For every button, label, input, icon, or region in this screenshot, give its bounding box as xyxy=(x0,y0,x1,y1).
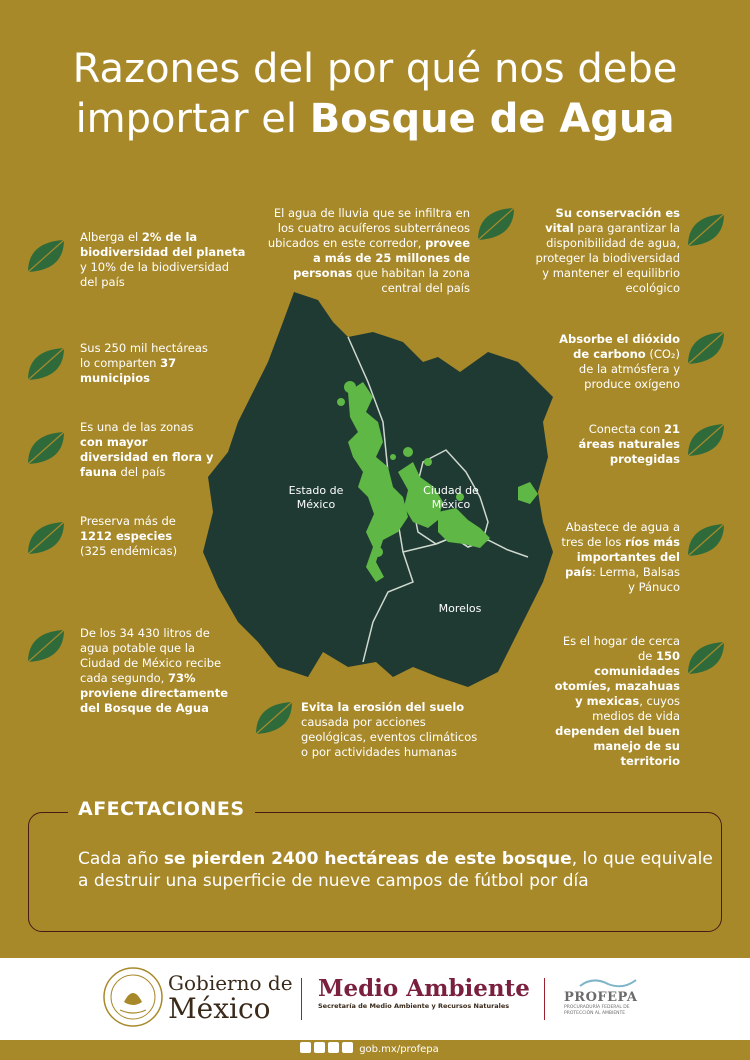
fact-text: para garantizar la disponibilidad de agua, proteger la biodiversidad y mantener el equilibrio ecológico xyxy=(535,221,680,295)
fact-highlight: Su conservación es vital xyxy=(545,206,680,235)
fact-text: El agua de lluvia que se infiltra en los cuatro acuíferos subterráneos ubicados en este corredor, xyxy=(267,206,470,250)
leaf-icon xyxy=(24,344,68,384)
leaf-icon xyxy=(684,420,728,460)
afectaciones-text-part: , lo que equivale a destruir una superficie de nueve campos de fútbol por día xyxy=(78,849,713,891)
fact-text: Alberga el xyxy=(80,230,142,244)
profepa-logo[interactable] xyxy=(564,990,644,1017)
title-line-1: Razones del por qué nos debe xyxy=(72,46,678,92)
fact-highlight: ríos más importantes del país xyxy=(565,535,680,579)
leaf-icon xyxy=(24,428,68,468)
leaf-icon xyxy=(24,236,68,276)
fact-text: , cuyos medios de vida xyxy=(592,694,680,723)
fact-biodiversidad xyxy=(80,230,250,290)
fact-highlight: Absorbe el dióxido de carbono xyxy=(559,332,680,361)
fact-text: Es el hogar de cerca de xyxy=(562,634,680,663)
leaf-icon xyxy=(24,626,68,666)
fact-highlight: 37 municipios xyxy=(80,356,177,385)
website-link[interactable]: gob.mx/profepa xyxy=(359,1044,439,1055)
leaf-icon xyxy=(684,328,728,368)
leaf-icon xyxy=(474,204,518,244)
profepa-line-2: PROCURADURÍA FEDERAL DE PROTECCIÓN AL AMBIENTE xyxy=(564,1005,630,1016)
fact-text: que habitan la zona central del país xyxy=(352,266,470,295)
map-label-cdmx: Ciudad de México xyxy=(423,484,479,511)
ma-line-1: Medio Ambiente xyxy=(318,975,530,1002)
fact-highlight: 150 comunidades otomíes, mazahuas y mexicas xyxy=(554,649,680,708)
youtube-icon[interactable] xyxy=(342,1042,353,1053)
title-line-2 xyxy=(0,94,750,144)
twitter-icon[interactable] xyxy=(314,1042,325,1053)
afectaciones-highlight: se pierden 2400 hectáreas de este bosque xyxy=(163,849,572,869)
fact-highlight: con mayor diversidad en flora y fauna xyxy=(80,435,214,479)
fact-especies xyxy=(80,514,190,559)
afectaciones-text xyxy=(78,848,718,892)
fact-highlight: Evita la erosión del suelo xyxy=(301,700,465,714)
gob-line-1: Gobierno de xyxy=(168,971,293,995)
fact-highlight: 73% proviene directamente del Bosque de Agua xyxy=(80,671,229,715)
fact-agua-potable xyxy=(80,626,230,716)
fact-highlight: 1212 especies xyxy=(80,529,173,543)
fact-text: De los 34 430 litros de agua potable que la Ciudad de México recibe cada segundo, xyxy=(80,626,222,685)
fact-highlight: 2% de la biodiversidad del planeta xyxy=(80,230,246,259)
social-links xyxy=(300,1041,439,1059)
profepa-wave-icon xyxy=(578,976,638,990)
title-plain: importar el xyxy=(75,96,310,142)
fact-conservacion xyxy=(534,206,680,296)
page-title xyxy=(0,44,750,144)
gob-line-2: México xyxy=(168,992,271,1025)
fact-text: Conecta con xyxy=(588,422,664,436)
afectaciones-text-part: Cada año xyxy=(78,849,164,869)
title-bold: Bosque de Agua xyxy=(309,96,675,142)
fact-erosion xyxy=(301,700,481,760)
facebook-icon[interactable] xyxy=(300,1042,311,1053)
fact-municipios xyxy=(80,341,210,386)
footer-divider xyxy=(301,978,302,1020)
map-label-edomex: Estado de México xyxy=(288,484,344,511)
mexico-seal-icon xyxy=(102,966,164,1028)
afectaciones-title: AFECTACIONES xyxy=(68,798,255,820)
footer-divider xyxy=(544,978,545,1020)
fact-acuiferos xyxy=(266,206,470,296)
fact-text: : Lerma, Balsas y Pánuco xyxy=(591,565,680,594)
fact-rios xyxy=(556,520,680,595)
fact-text: (CO₂) de la atmósfera y produce oxígeno xyxy=(578,347,680,391)
fact-text: (325 endémicas) xyxy=(80,544,178,558)
fact-text: Sus 250 mil hectáreas lo comparten xyxy=(80,341,208,370)
leaf-icon xyxy=(684,520,728,560)
leaf-icon xyxy=(684,638,728,678)
fact-diversidad xyxy=(80,420,215,480)
fact-text: Es una de las zonas xyxy=(80,420,194,434)
fact-text: Abastece de agua a tres de los xyxy=(561,520,680,549)
fact-highlight: provee a más de 25 millones de personas xyxy=(293,236,470,280)
fact-text: y 10% de la biodiversidad del país xyxy=(80,260,230,289)
gobierno-mexico-logo[interactable] xyxy=(168,972,293,1024)
ma-line-2: Secretaría de Medio Ambiente y Recursos Naturales xyxy=(318,1002,510,1010)
instagram-icon[interactable] xyxy=(328,1042,339,1053)
map-label-morelos: Morelos xyxy=(438,602,482,615)
fact-comunidades xyxy=(550,634,680,769)
leaf-icon xyxy=(684,210,728,250)
fact-co2 xyxy=(558,332,680,392)
fact-highlight: 21 áreas naturales protegidas xyxy=(578,422,680,466)
fact-text: Preserva más de xyxy=(80,514,176,528)
profepa-line-1: PROFEPA xyxy=(564,990,638,1005)
leaf-icon xyxy=(252,698,296,738)
fact-text: causada por acciones geológicas, eventos climáticos o por actividades humanas xyxy=(301,715,478,759)
fact-areas-protegidas xyxy=(566,422,680,467)
bosque-de-agua-map xyxy=(198,282,558,692)
leaf-icon xyxy=(24,518,68,558)
fact-text: del país xyxy=(116,465,166,479)
fact-highlight: dependen del buen manejo de su territorio xyxy=(555,724,680,768)
medio-ambiente-logo[interactable] xyxy=(318,976,530,1011)
